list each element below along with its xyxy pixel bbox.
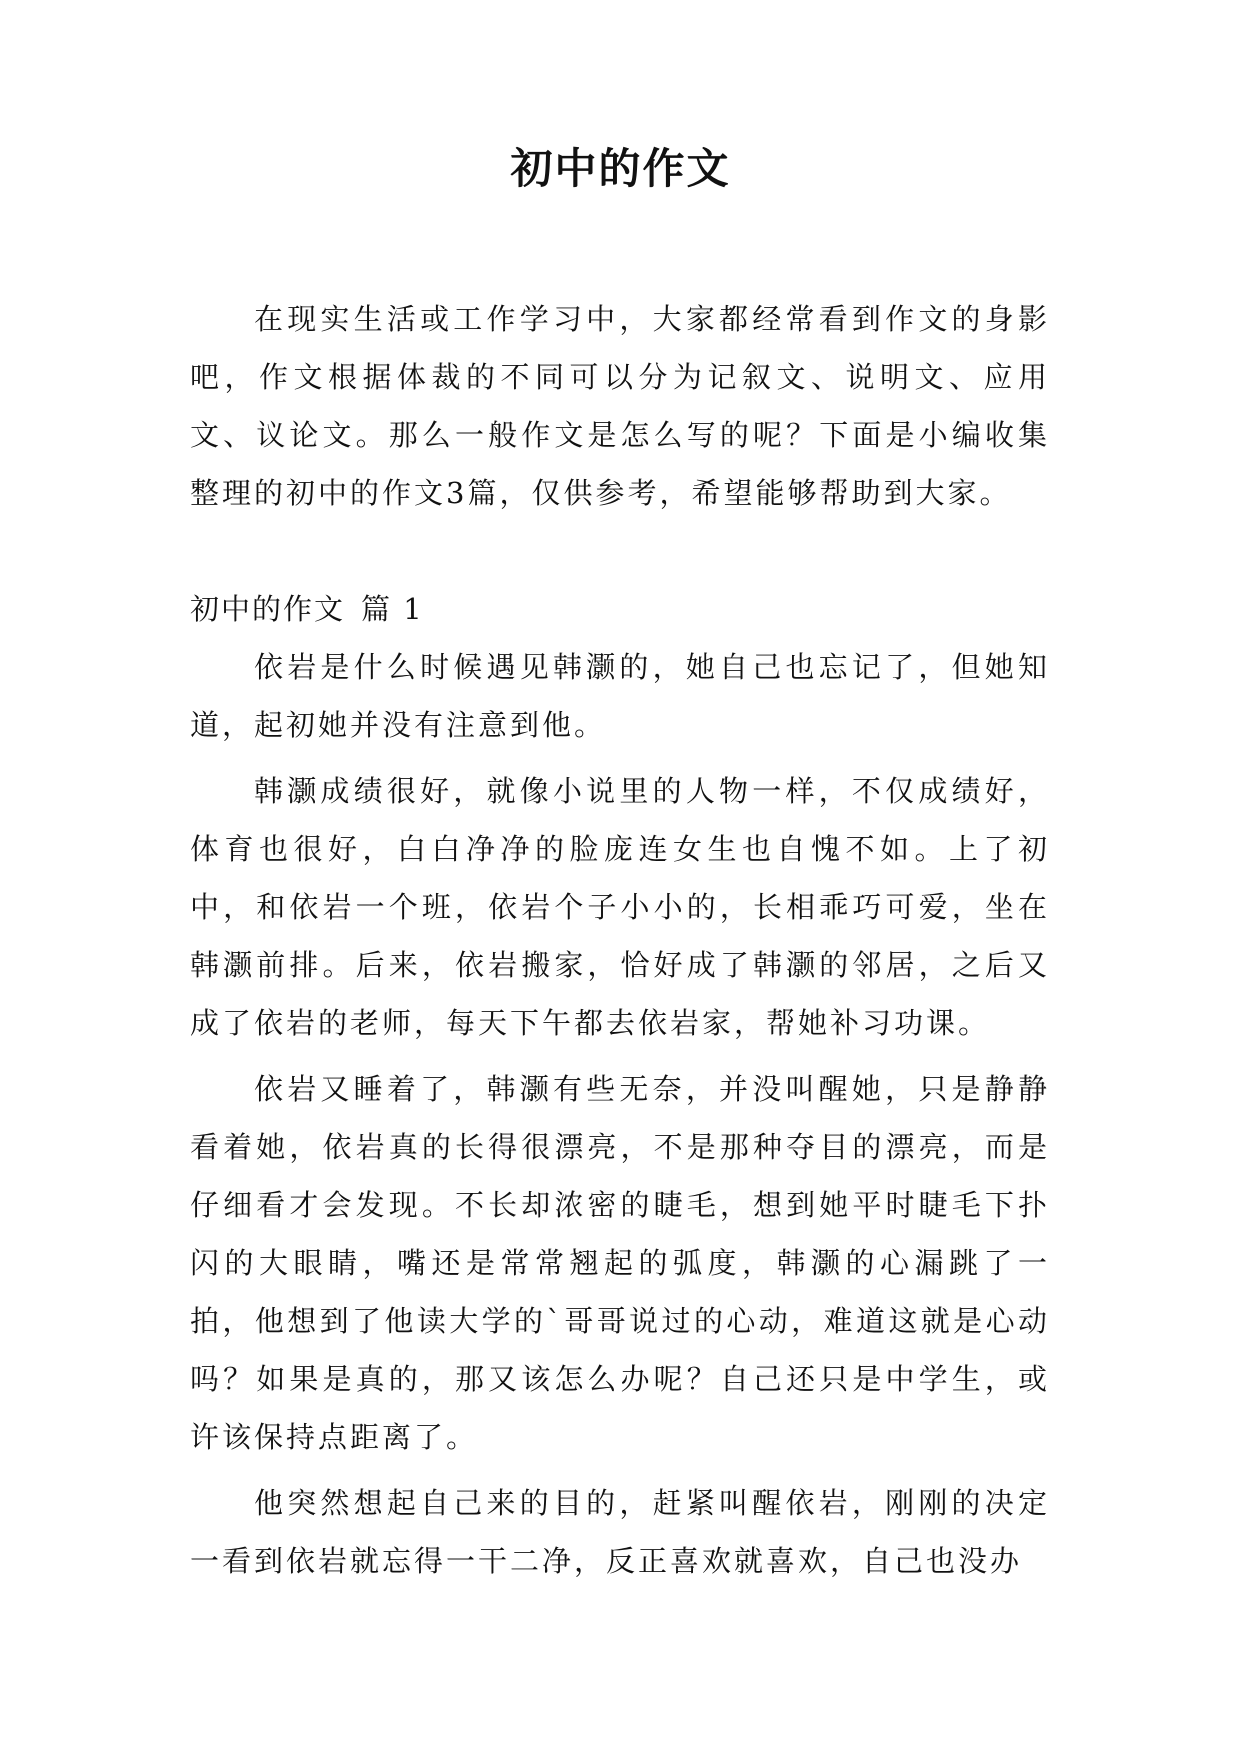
body-paragraph: 依岩又睡着了，韩灏有些无奈，并没叫醒她，只是静静看着她，依岩真的长得很漂亮，不是那种夺目的漂亮，而是仔细看才会发现。不长却浓密的睫毛，想到她平时睫毛下扑闪的大眼睛，嘴还是常常翘起的弧度，韩灏的心漏跳了一拍，他想到了他读大学的`哥哥说过的心动，难道这就是心动吗？如果是真的，那又该怎么办呢？自己还只是中学生，或许该保持点距离了。 <box>190 1072 1050 1454</box>
body-paragraph: 依岩是什么时候遇见韩灏的，她自己也忘记了，但她知道，起初她并没有注意到他。 <box>190 650 1050 742</box>
section-heading-label: 篇 1 <box>361 592 424 626</box>
intro-paragraph: 在现实生活或工作学习中，大家都经常看到作文的身影吧，作文根据体裁的不同可以分为记叙文、说明文、应用文、议论文。那么一般作文是怎么写的呢？下面是小编收集整理的初中的作文3篇，仅供参考，希望能够帮助到大家。 <box>190 302 1050 510</box>
document-body <box>190 290 1050 1590</box>
section-heading <box>190 580 1050 638</box>
body-paragraph: 他突然想起自己来的目的，赶紧叫醒依岩，刚刚的决定一看到依岩就忘得一干二净，反正喜欢就喜欢，自己也没办 <box>190 1486 1050 1578</box>
section-heading-title: 初中的作文 <box>190 592 346 626</box>
body-paragraph: 韩灏成绩很好，就像小说里的人物一样，不仅成绩好，体育也很好，白白净净的脸庞连女生也自愧不如。上了初中，和依岩一个班，依岩个子小小的，长相乖巧可爱，坐在韩灏前排。后来，依岩搬家，恰好成了韩灏的邻居，之后又成了依岩的老师，每天下午都去依岩家，帮她补习功课。 <box>190 774 1050 1040</box>
document-title: 初中的作文 <box>510 144 731 193</box>
